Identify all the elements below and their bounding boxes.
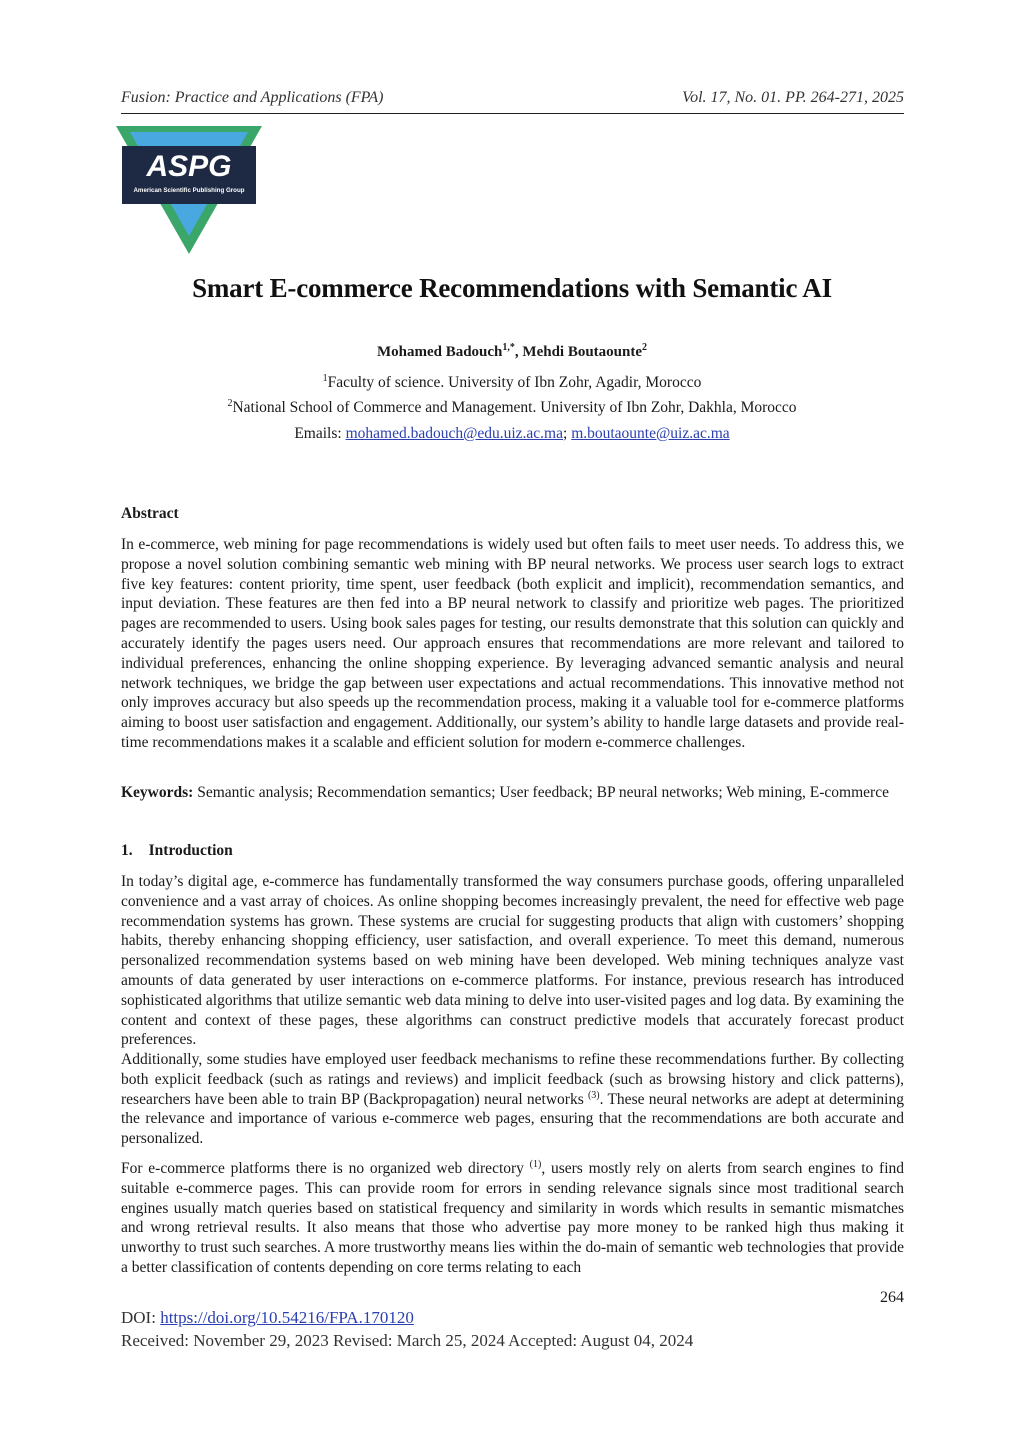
author-1-sup: 1,* xyxy=(502,342,515,353)
journal-name: Fusion: Practice and Applications (FPA) xyxy=(121,89,384,106)
citation-3: (3) xyxy=(587,1089,600,1101)
submission-dates: Received: November 29, 2023 Revised: March 25, 2024 Accepted: August 04, 2024 xyxy=(121,1331,694,1350)
affiliation-1-sup: 1 xyxy=(322,372,328,384)
intro-paragraph-2 xyxy=(121,1050,904,1149)
affiliation-2 xyxy=(0,399,1024,417)
intro-p3-text-b: , users mostly rely on alerts from search engines to find suitable e-commerce pages. This can provide room for errors in sending relevance signals since most traditional search engines usually match queries based on statistical frequency and similarity in words which results in semantic mismatches and wrong retrieval results. It also means that those who advertise pay more money to be ranked high thus making it unworthy to trust such searches. A more trustworthy means lies within the do-main of semantic web technologies that provide a better classification of contents depending on core terms relating to each xyxy=(121,1160,904,1276)
author-2: Mehdi Boutaounte xyxy=(522,344,643,360)
emails-label: Emails: xyxy=(294,425,346,442)
keywords-text: Semantic analysis; Recommendation semantics; User feedback; BP neural networks; Web mining, E-commerce xyxy=(193,784,889,801)
author-list xyxy=(0,344,1024,361)
affiliation-1-text: Faculty of science. University of Ibn Zohr, Agadir, Morocco xyxy=(327,374,702,391)
keywords xyxy=(121,783,904,803)
email-link-2[interactable]: m.boutaounte@uiz.ac.ma xyxy=(571,425,730,442)
email-link-1[interactable]: mohamed.badouch@edu.uiz.ac.ma xyxy=(345,425,563,442)
section-number: 1. xyxy=(121,842,133,859)
keywords-label: Keywords: xyxy=(121,784,194,801)
author-1: Mohamed Badouch xyxy=(376,344,503,360)
author-2-sup: 2 xyxy=(642,342,648,353)
doi-label: DOI: xyxy=(121,1308,161,1327)
aspg-logo-graphic xyxy=(116,126,262,254)
running-header xyxy=(121,89,904,114)
section-title: Introduction xyxy=(148,842,233,859)
volume-info: Vol. 17, No. 01. PP. 264-271, 2025 xyxy=(682,89,904,106)
introduction-heading xyxy=(121,842,233,860)
intro-p3-text-a: For e-commerce platforms there is no organized web directory xyxy=(121,1160,530,1177)
doi-link[interactable]: https://doi.org/10.54216/FPA.170120 xyxy=(160,1308,414,1327)
citation-1: (1) xyxy=(529,1158,542,1170)
doi-line xyxy=(121,1308,414,1328)
intro-p2-text-b: . These neural networks are adept at determining the relevance and importance of various e-commerce web pages, ensuring that the recommendations are both accurate and personalized. xyxy=(121,1090,904,1148)
emails-line xyxy=(0,425,1024,443)
emails-separator: ; xyxy=(563,425,572,442)
intro-p2-text-a: Additionally, some studies have employed user feedback mechanisms to refine these recommendations further. By collecting both explicit feedback (such as ratings and reviews) and implicit feedback (such as browsing history and click patterns), researchers have been able to train BP (Backpropagation) neural networks xyxy=(121,1051,904,1108)
aspg-logo xyxy=(116,126,262,254)
intro-paragraph-3 xyxy=(121,1159,904,1278)
abstract-text: In e-commerce, web mining for page recommendations is widely used but often fails to meet user needs. To address this, we propose a novel solution combining semantic web mining with BP neural networks. We process user search logs to extract five key features: content priority, time spent, user feedback (both explicit and implicit), recommendation semantics, and input deviation. These features are then fed into a BP neural network to classify and prioritize web pages. The prioritized pages are recommended to users. Using book sales pages for testing, our results demonstrate that this solution can quickly and accurately identify the pages users need. Our approach ensures that recommendations are more relevant and tailored to individual preferences, enhancing the online shopping experience. By leveraging advanced semantic analysis and neural network techniques, we bridge the gap between user expectations and actual recommendations. This innovative method not only improves accuracy but also speeds up the recommendation process, making it a valuable tool for e-commerce platforms aiming to boost user satisfaction and engagement. Additionally, our system’s ability to handle large datasets and provide real-time recommendations makes it a scalable and efficient solution for modern e-commerce challenges. xyxy=(121,536,904,751)
affiliation-2-text: National School of Commerce and Management. University of Ibn Zohr, Dakhla, Morocco xyxy=(232,399,797,416)
logo-fullname: American Scientific Publishing Group xyxy=(133,187,245,194)
page-number: 264 xyxy=(880,1289,904,1306)
abstract-heading: Abstract xyxy=(121,505,179,522)
author-separator: , xyxy=(514,344,523,360)
affiliation-2-sup: 2 xyxy=(227,397,233,409)
affiliation-1 xyxy=(0,374,1024,392)
logo-acronym: ASPG xyxy=(146,150,232,183)
paper-title: Smart E-commerce Recommendations with Semantic AI xyxy=(192,273,832,303)
intro-paragraph-1: In today’s digital age, e-commerce has fundamentally transformed the way consumers purchase goods, offering unparalleled convenience and a vast array of choices. As online shopping becomes increasingly prevalent, the need for effective web page recommendation systems has grown. These systems are crucial for suggesting products that align with customers’ shopping habits, thereby enhancing shopping efficiency, user satisfaction, and overall experience. To meet this demand, numerous personalized recommendation systems based on web mining have been developed. Web mining techniques analyze vast amounts of data generated by user interactions on e-commerce platforms. For instance, previous research has introduced sophisticated algorithms that utilize semantic web data mining to delve into user-visited pages and log data. By examining the content and context of these pages, these algorithms can construct predictive models that accurately forecast product preferences. xyxy=(121,873,904,1049)
